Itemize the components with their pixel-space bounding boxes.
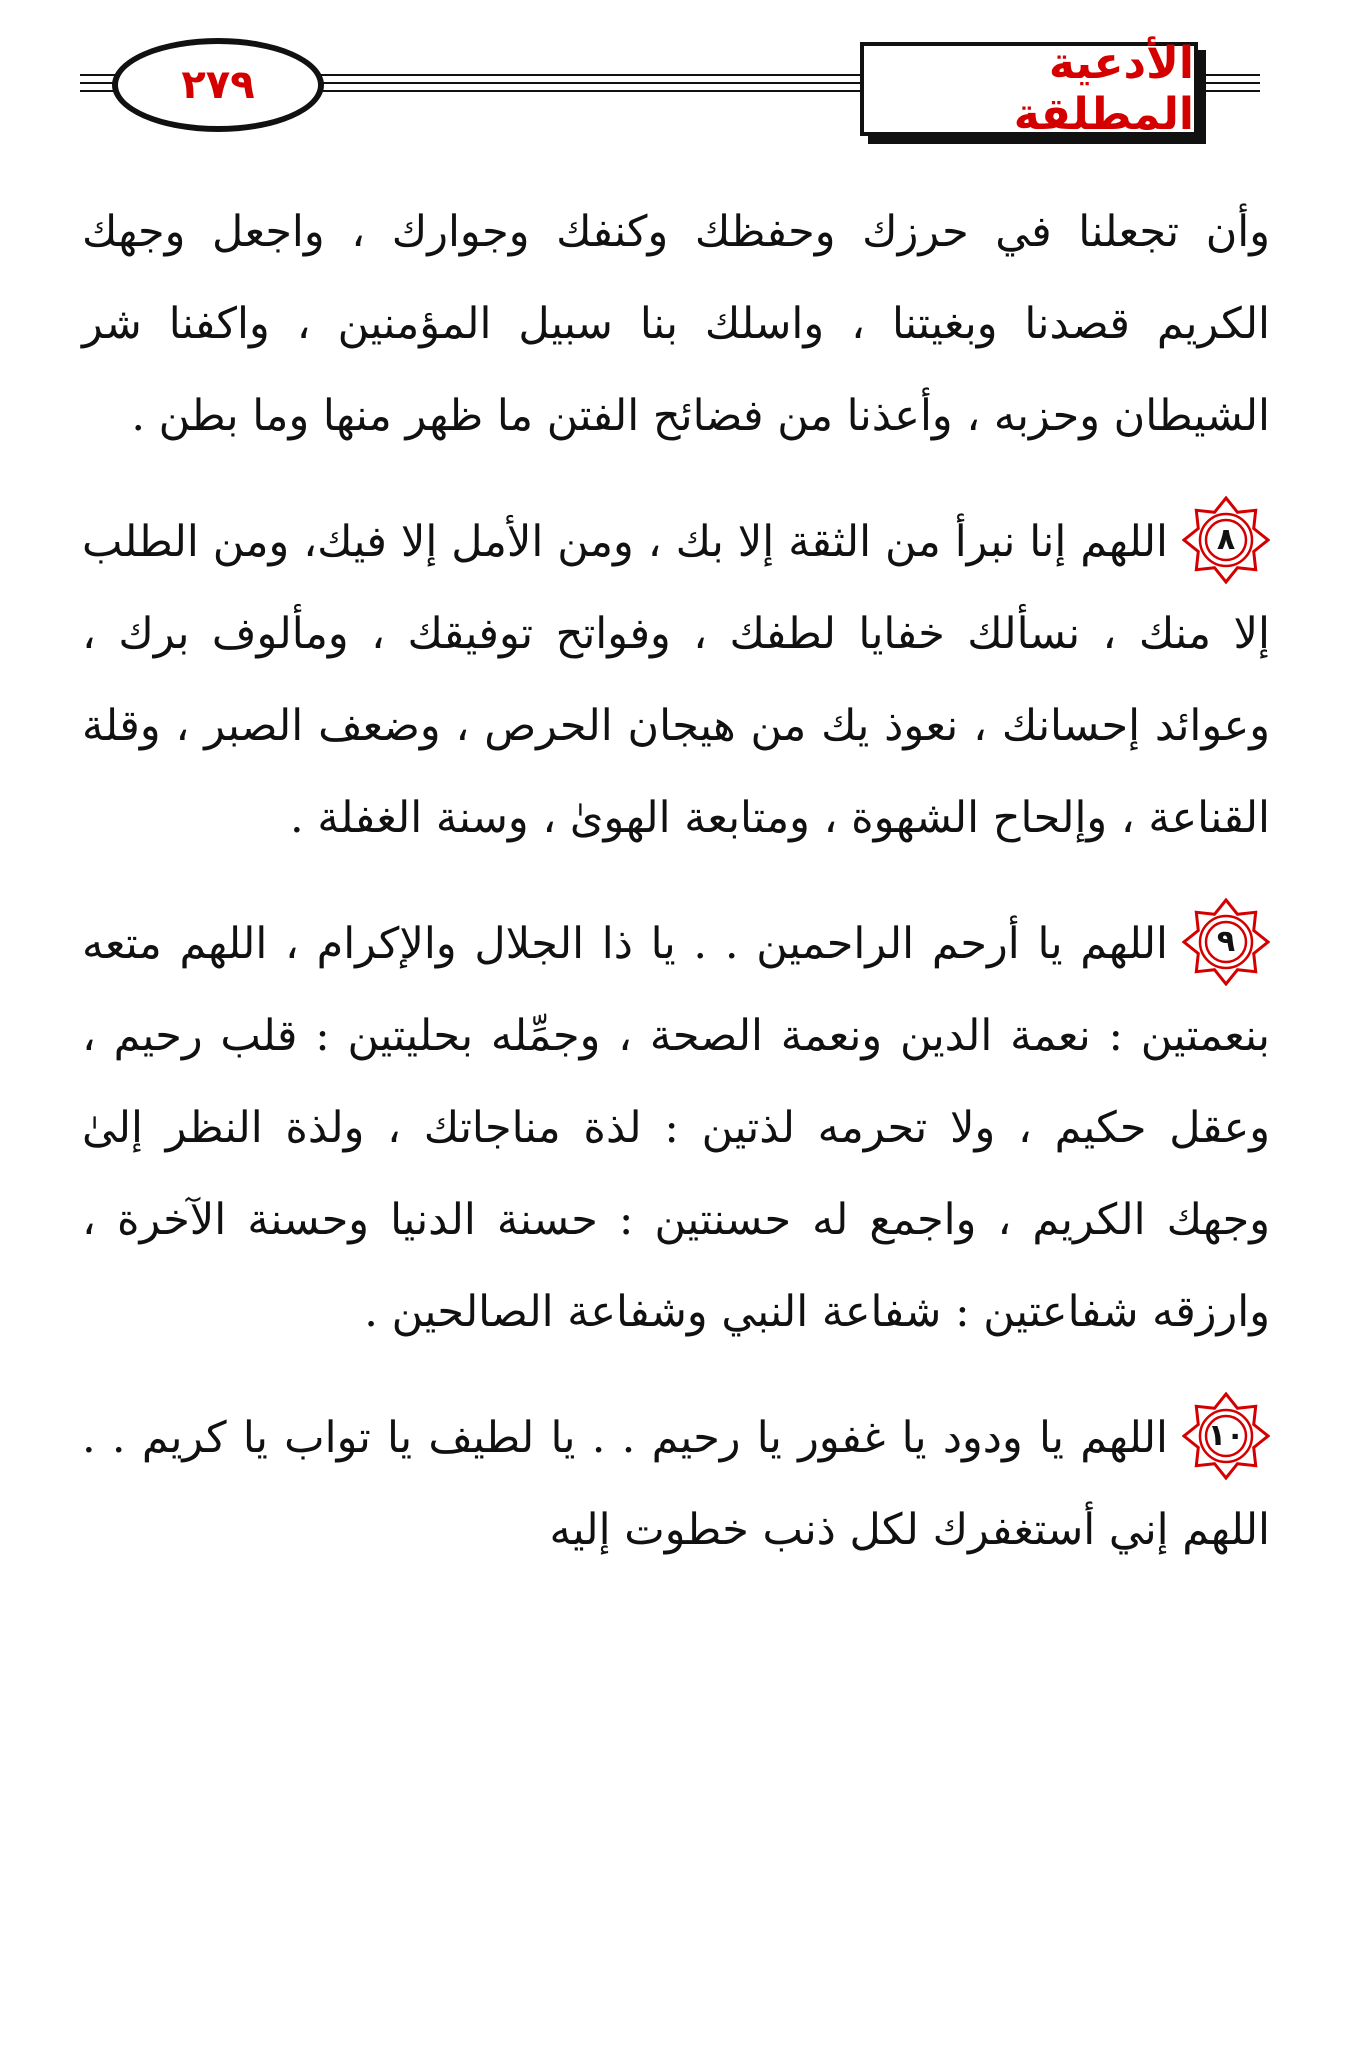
paragraph-text: اللهم إنا نبرأ من الثقة إلا بك ، ومن الأمل إلا فيك، ومن الطلب إلا منك ، نسألك خفايا لطفك ، وفواتح توفيقك ، ومألوف برك ، وعوائد إحسانك ، نعوذ يك من هيجان الحرص ، وضعف الصبر ، وقلة القناعة ، وإلحاح الشهوة ، ومتابعة الهوىٰ ، وسنة الغفلة .: [82, 517, 1270, 843]
page-body: [82, 186, 1270, 1610]
page-number-oval: [112, 38, 324, 132]
page-header: [0, 0, 1356, 140]
numbered-rosette-badge: [1182, 496, 1270, 584]
numbered-rosette-badge: [1182, 1392, 1270, 1480]
chapter-title-box: [860, 38, 1198, 140]
paragraph-8: [82, 496, 1270, 864]
chapter-title: الأدعية المطلقة: [1013, 38, 1194, 140]
paragraph-text: اللهم يا ودود يا غفور يا رحيم . . يا لطيف يا تواب يا كريم . . اللهم إني أستغفرك لكل ذنب خطوت إليه: [82, 1413, 1270, 1555]
item-number: ٩: [1216, 924, 1236, 959]
paragraph-9: [82, 898, 1270, 1358]
paragraph-continuation: [82, 186, 1270, 462]
item-number: ١٠: [1207, 1418, 1245, 1453]
page-number: ٢٧٩: [181, 62, 255, 108]
item-number: ٨: [1216, 522, 1236, 557]
paragraph-text: اللهم يا أرحم الراحمين . . يا ذا الجلال والإكرام ، اللهم متعه بنعمتين : نعمة الدين ونعمة الصحة ، وجمِّله بحليتين : قلب رحيم ، وعقل حكيم ، ولا تحرمه لذتين : لذة مناجاتك ، ولذة النظر إلىٰ وجهك الكريم ، واجمع له حسنتين : حسنة الدنيا وحسنة الآخرة ، وارزقه شفاعتين : شفاعة النبي وشفاعة الصالحين .: [82, 919, 1270, 1337]
numbered-rosette-badge: [1182, 898, 1270, 986]
paragraph-text: وأن تجعلنا في حرزك وحفظك وكنفك وجوارك ، واجعل وجهك الكريم قصدنا وبغيتنا ، واسلك بنا سبيل المؤمنين ، واكفنا شر الشيطان وحزبه ، وأعذنا من فضائح الفتن ما ظهر منها وما بطن .: [82, 207, 1270, 441]
paragraph-10: [82, 1392, 1270, 1576]
